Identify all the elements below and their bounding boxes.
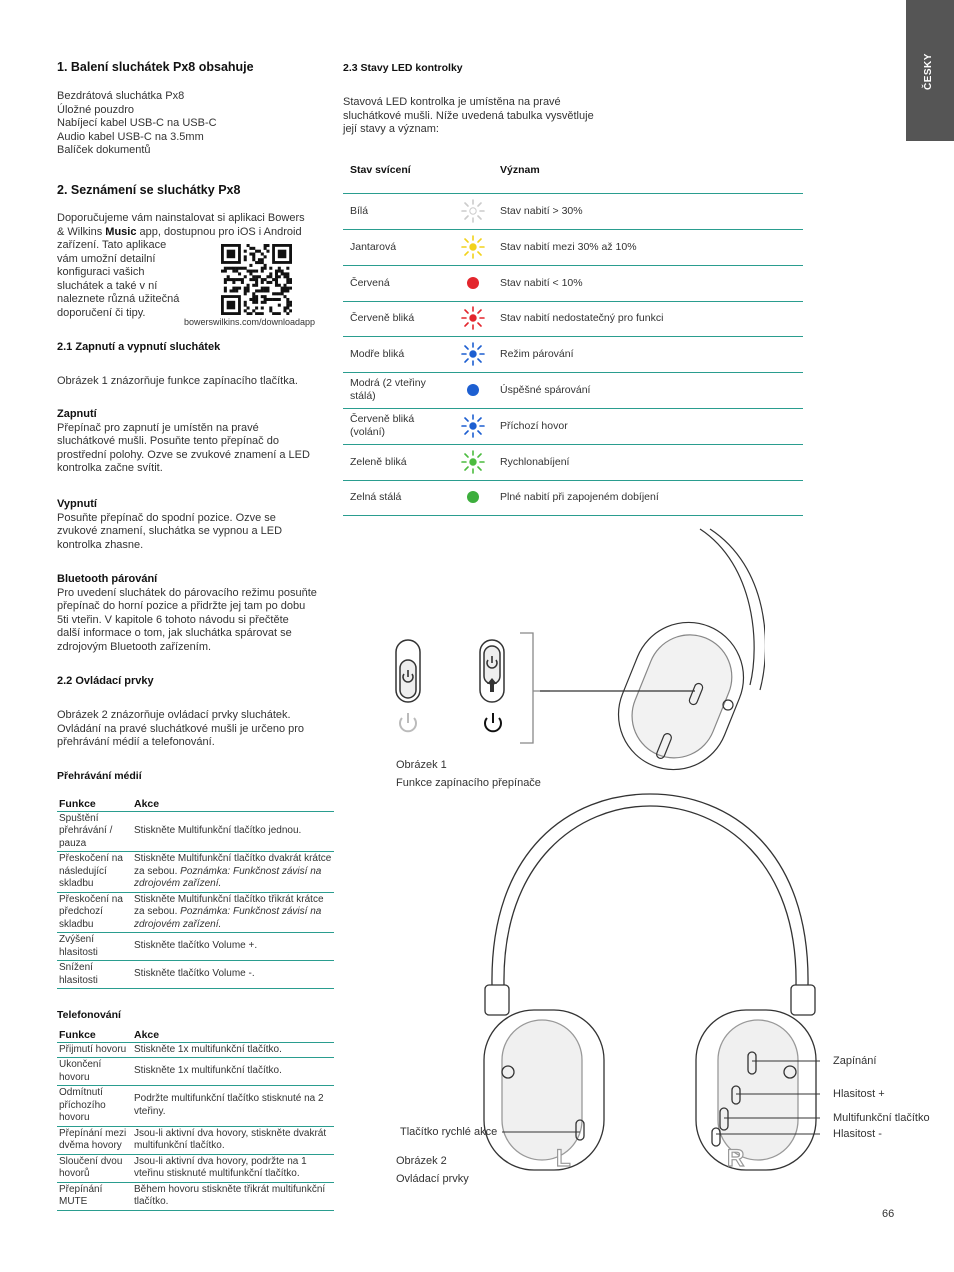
power-switch-figure [390,630,550,750]
led-state: Zeleně bliká [350,455,407,468]
app-intro-line: zařízení. Tato aplikace [57,239,167,251]
led-row [343,409,803,445]
figure-2-caption: Obrázek 2 Ovládací prvky [396,1155,469,1185]
function-cell: Zvýšení hlasitosti [57,933,132,961]
column-header: Stav svícení [350,164,411,176]
led-row [343,373,803,409]
app-intro-line: naleznete různá užitečná [57,293,180,305]
led-state: Zelná stálá [350,491,402,504]
led-state: Modře bliká [350,348,405,361]
column-header: Význam [500,164,540,176]
app-intro-line: sluchátek a také v ní [57,279,158,292]
phone-title: Telefonování [57,1009,121,1021]
led-row [343,194,803,230]
section-2-3-intro: Stavová LED kontrolka je umístěna na pravé sluchátkové mušli. Níže uvedená tabulka vysvětluje její stavy a význam: [343,96,594,135]
app-intro-line: konfiguraci vašich [57,266,145,278]
app-intro-line: & Wilkins Music app, dostupnou pro iOS i Android [57,225,302,238]
led-meaning: Režim párování [500,348,574,361]
media-playback-title: Přehrávání médií [57,770,142,782]
led-solid-icon [461,485,485,509]
table-row [57,933,334,961]
column-header: Akce [132,1028,334,1042]
package-item: Audio kabel USB-C na 3.5mm [57,130,204,143]
column-header: Funkce [57,1028,132,1042]
section-1-title: 1. Balení sluchátek Px8 obsahuje [57,60,254,74]
led-meaning: Plné nabití při zapojeném dobíjení [500,491,659,504]
power-on-icon [485,713,501,731]
function-cell: Přepínání mezi dvěma hovory [57,1126,132,1154]
function-cell: Spuštění přehrávání / pauza [57,811,132,852]
action-cell: Stiskněte Multifunkční tlačítko jednou. [132,811,334,852]
function-cell: Sloučení dvou hovorů [57,1154,132,1182]
function-cell: Přijmutí hovoru [57,1042,132,1058]
led-blink-icon [461,306,485,330]
led-row [343,230,803,266]
led-row [343,480,803,516]
app-intro-line: doporučení či tipy. [57,306,146,319]
led-meaning: Rychlonabíjení [500,455,570,468]
app-intro [57,212,337,320]
action-cell: Stiskněte tlačítko Volume +. [132,933,334,961]
package-list [57,90,217,158]
led-blink-icon [461,450,485,474]
section-2-3-title: 2.3 Stavy LED kontrolky [343,62,463,74]
column-header: Akce [132,797,334,811]
label-power: Zapínání [833,1055,877,1067]
function-cell: Přeskočení na následující skladbu [57,852,132,893]
package-item: Bezdrátová sluchátka Px8 [57,90,185,102]
switch-off-slider [400,660,416,698]
table-row [57,811,334,852]
led-state: Jantarová [350,240,397,253]
bt-pairing-block: Bluetooth párování Pro uvedení sluchátek do párovacího režimu posuňte přepínač do horní pozice a přidržte jej tam po dobu 5ti vteřin. V kapitole 6 tohoto návodu si přečtěte další informace o tom, jak sluchátka spárovat se zdrojovým Bluetooth zařízením. [57,573,342,654]
section-2-2-intro: Obrázek 2 znázorňuje ovládací prvky sluchátek. Ovládání na pravé sluchátkové mušli je určeno pro přehrávání médií a telefonování. [57,709,305,748]
label-quick-action: Tlačítko rychlé akce [400,1126,498,1138]
package-item: Nabíjecí kabel USB-C na USB-C [57,117,217,129]
column-header: Funkce [57,797,132,811]
app-download-url[interactable]: bowerswilkins.com/downloadapp [184,317,316,327]
power-off-title: Vypnutí [57,498,97,510]
qr-code-icon [221,244,292,315]
action-cell: Podržte multifunkční tlačítko stisknuté na 2 vteřiny. [132,1086,334,1127]
page-number: 66 [882,1208,895,1220]
led-blink-icon [461,414,485,438]
led-row [343,337,803,373]
phone-controls-table [57,1028,334,1211]
package-item: Balíček dokumentů [57,144,151,156]
led-blink-icon [461,199,485,223]
function-cell: Přepínání MUTE [57,1182,132,1210]
led-meaning: Stav nabití > 30% [500,205,583,217]
power-on-title: Zapnutí [57,408,97,420]
app-intro-line: vám umožní detailní [57,252,156,265]
headphone-side-figure [540,525,765,775]
headphones-front-figure [480,790,820,1175]
led-meaning: Stav nabití mezi 30% až 10% [500,240,637,253]
led-row [343,301,803,337]
language-label: ČESKY [923,53,934,90]
function-cell: Odmítnutí příchozího hovoru [57,1086,132,1127]
bracket-line [520,633,533,743]
label-multifunction: Multifunkční tlačítko [833,1112,930,1124]
function-cell: Ukončení hovoru [57,1058,132,1086]
led-meaning: Stav nabití nedostatečný pro funkci [500,312,664,325]
table-row [57,1154,334,1182]
power-off-block: Vypnutí Posuňte přepínač do spodní pozice. Ozve se zvukové znamení, sluchátka se vypnou a LED kontrolka zhasne. [57,498,342,552]
action-cell: Stiskněte tlačítko Volume -. [132,961,334,989]
label-volume-down: Hlasitost - [833,1128,882,1140]
led-state: Červeně bliká (volání) [350,412,415,438]
table-row [57,1086,334,1127]
table-row [57,852,334,893]
led-table-header [343,155,803,194]
led-solid-icon [461,271,485,295]
table-row [57,961,334,989]
function-cell: Přeskočení na předchozí skladbu [57,892,132,933]
led-meaning: Úspěšné spárování [500,384,591,396]
action-cell: Během hovoru stiskněte třikrát multifunkční tlačítko. [132,1182,334,1210]
bt-pairing-title: Bluetooth párování [57,573,158,585]
table-row [57,892,334,933]
action-cell: Stiskněte Multifunkční tlačítko dvakrát krátce za sebou. Poznámka: Funkčnost závisí na zdrojovém zařízení. [132,852,334,893]
action-cell: Jsou-li aktivní dva hovory, stiskněte dvakrát multifunkční tlačítko. [132,1126,334,1154]
led-blink-icon [461,342,485,366]
led-state: Červeně bliká [350,312,415,325]
section-2-title: 2. Seznámení se sluchátky Px8 [57,183,241,197]
media-controls-table [57,797,334,989]
right-side-letter: R [727,1145,745,1172]
led-solid-icon [461,378,485,402]
language-tab [906,0,954,141]
package-item: Úložné pouzdro [57,103,135,116]
section-2-1-title: 2.1 Zapnutí a vypnutí sluchátek [57,341,221,353]
figure-1-caption: Obrázek 1 Funkce zapínacího přepínače [396,759,541,789]
function-cell: Snížení hlasitosti [57,961,132,989]
led-row [343,445,803,481]
left-side-letter: L [556,1145,571,1172]
label-volume-up: Hlasitost + [833,1088,885,1100]
led-state: Červená [350,276,390,289]
action-cell: Stiskněte Multifunkční tlačítko třikrát krátce za sebou. Poznámka: Funkčnost závisí na zdrojovém zařízení. [132,892,334,933]
action-cell: Stiskněte 1x multifunkční tlačítko. [132,1058,334,1086]
app-intro-line: Doporučujeme vám nainstalovat si aplikaci Bowers [57,212,305,224]
action-cell: Jsou-li aktivní dva hovory, podržte na 1 vteřinu stisknuté multifunkční tlačítko. [132,1154,334,1182]
power-off-icon [400,713,416,731]
led-blink-icon [461,235,485,259]
led-meaning: Stav nabití < 10% [500,276,583,289]
power-on-block: Zapnutí Přepínač pro zapnutí je umístěn na pravé sluchátkové mušli. Posuňte tento přepínač do prostřední polohy. Ozve se zvukové znamení a LED kontrolka začne svítit. [57,408,342,476]
led-meaning: Příchozí hovor [500,419,568,432]
section-2-2-title: 2.2 Ovládací prvky [57,675,154,687]
action-cell: Stiskněte 1x multifunkční tlačítko. [132,1042,334,1058]
led-row [343,266,803,302]
section-2-1-intro: Obrázek 1 znázorňuje funkce zapínacího tlačítka. [57,375,298,387]
table-row [57,1126,334,1154]
table-row [57,1182,334,1210]
led-state: Bílá [350,205,369,217]
table-row [57,1042,334,1058]
table-row [57,1058,334,1086]
led-state: Modrá (2 vteřiny stálá) [350,377,426,402]
